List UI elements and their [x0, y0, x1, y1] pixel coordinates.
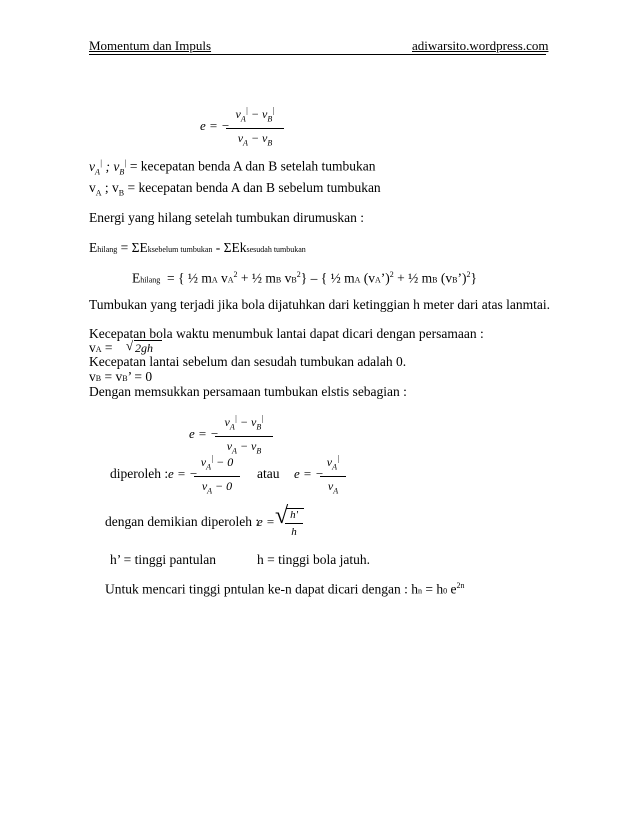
velocity-before-line: $v_A$ ; $v_B$ = kecepatan benda A dan B sebelum tumbukan — [89, 180, 381, 198]
hprime-definition: h’ = tinggi pantulan — [110, 552, 216, 567]
h-definition: h = tinggi bola jatuh. — [257, 552, 370, 567]
energy-intro: Energi yang hilang setelah tumbukan dirumuskan : — [89, 210, 364, 225]
drop-text: Tumbukan yang terjadi jika bola dijatuhkan dari ketinggian h meter dari atas lanmtai. — [89, 297, 551, 312]
thus-label: dengan demikian diperoleh : — [105, 514, 260, 529]
floor-equation: vB = vB’ = 0 — [89, 369, 153, 384]
speed-equation: vA = — [89, 340, 120, 355]
sqrt-sign: √ — [126, 338, 134, 353]
insert-text: Dengan memsukkan persamaan tumbukan elstis sebagian : — [89, 384, 407, 399]
energy-formula: Ehilang = { ½ mA $vA^2$ + ½ mB $vB^2$} – { ½ mA (vA’)$^2$ + ½ mB (vB’)$^2$} — [132, 270, 477, 286]
nth-bounce-text: Untuk mencari tinggi pntulan ke-n dapat dicari dengan : hn = h0 $e^{2n}$ — [105, 581, 465, 597]
obtained-label: diperoleh : — [110, 466, 169, 481]
speed-eq-radicand: 2gh — [135, 341, 153, 355]
floor-speed: Kecepatan lantai sebelum dan sesudah tumbukan adalah 0. — [89, 354, 407, 369]
or-label: atau — [257, 466, 280, 481]
speed-intro: Kecepatan bola waktu menumbuk lantai dapat dicari dengan persamaan : — [89, 326, 484, 341]
header-title: Momentum dan Impuls — [89, 38, 212, 53]
energy-definition: Ehilang = ΣEksebelum tumbukan - ΣEksesudah tumbukan — [89, 240, 306, 255]
velocity-after-line: $v_A^|$ ; $v_B^|$ = kecepatan benda A dan B setelah tumbukan — [89, 158, 376, 177]
velocity-before-text: = kecepatan benda A dan B sebelum tumbukan — [127, 180, 381, 195]
header-site: adiwarsito.wordpress.com — [412, 38, 549, 53]
header-rule — [89, 54, 546, 55]
velocity-after-text: = kecepatan benda A dan B setelah tumbukan — [129, 158, 376, 174]
